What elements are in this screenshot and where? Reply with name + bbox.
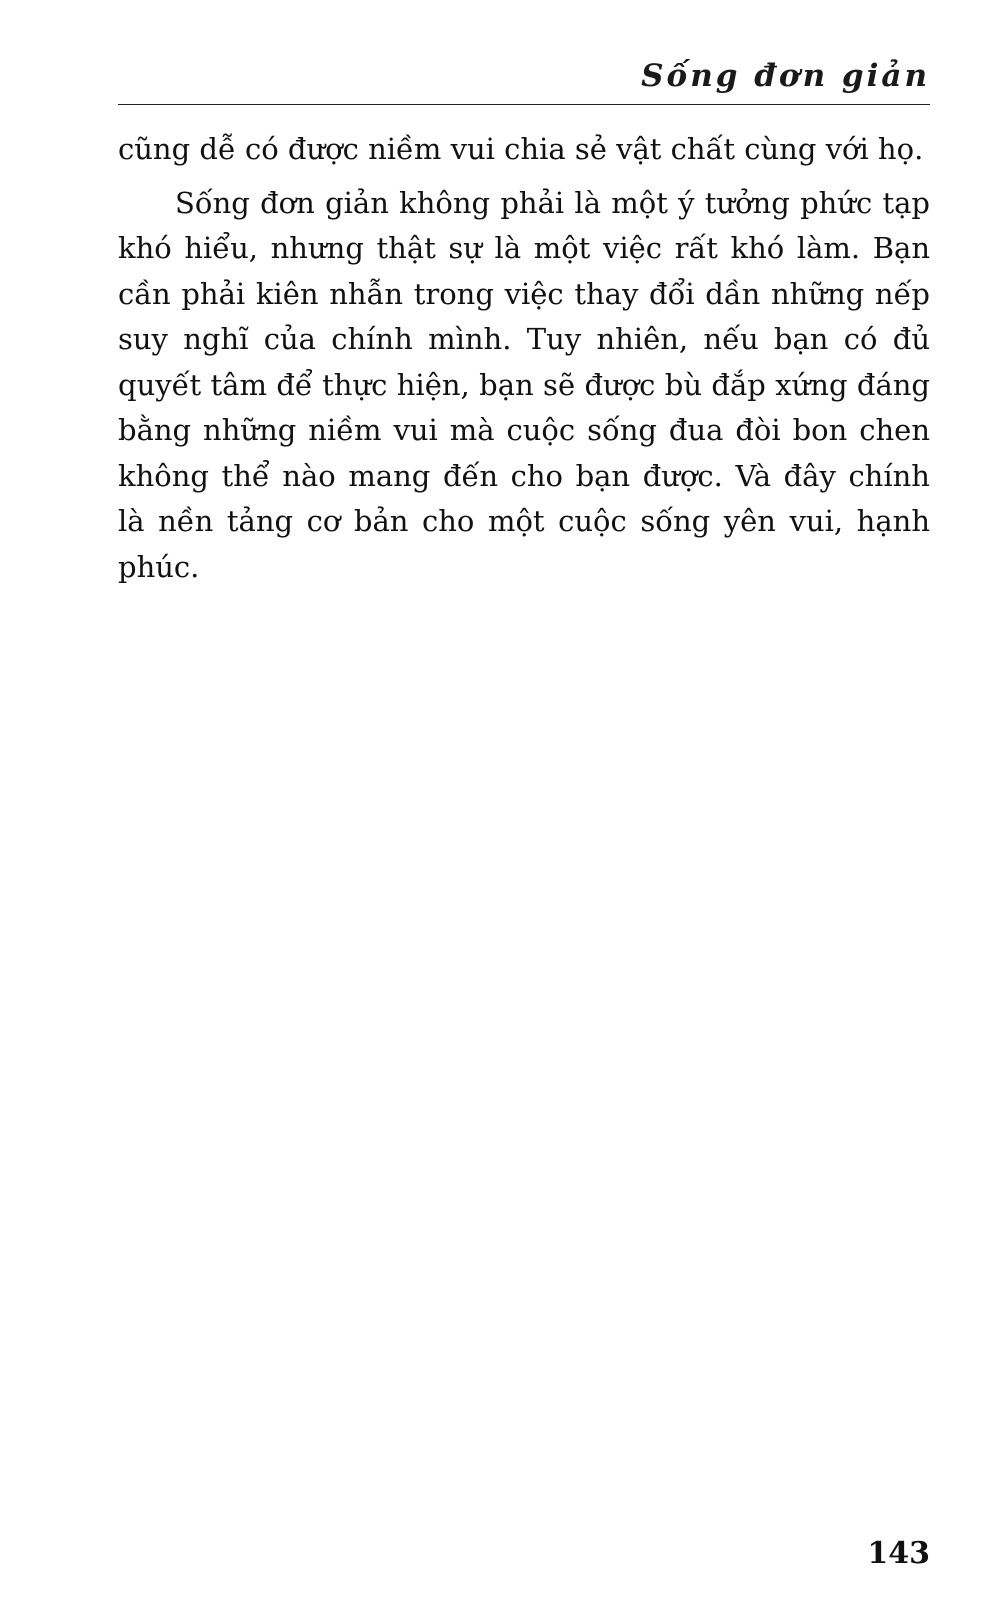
paragraph-main: Sống đơn giản không phải là một ý tưởng phức tạp khó hiểu, nhưng thật sự là một việc rất khó làm. Bạn cần phải kiên nhẫn trong việc thay đổi dần những nếp suy nghĩ của chính mình. Tuy nhiên, nếu bạn có đủ quyết tâm để thực hiện, bạn sẽ được bù đắp xứng đáng bằng những niềm vui mà cuộc sống đua đòi bon chen không thể nào mang đến cho bạn được. Và đây chính là nền tảng cơ bản cho một cuộc sống yên vui, hạnh phúc. <box>118 185 930 584</box>
body-text <box>118 127 930 590</box>
paragraph-continuation: cũng dễ có được niềm vui chia sẻ vật chất cùng với họ. <box>118 132 924 166</box>
page-number: 143 <box>867 1536 930 1571</box>
running-title: Sống đơn giản <box>641 58 930 94</box>
page-header <box>118 52 930 105</box>
